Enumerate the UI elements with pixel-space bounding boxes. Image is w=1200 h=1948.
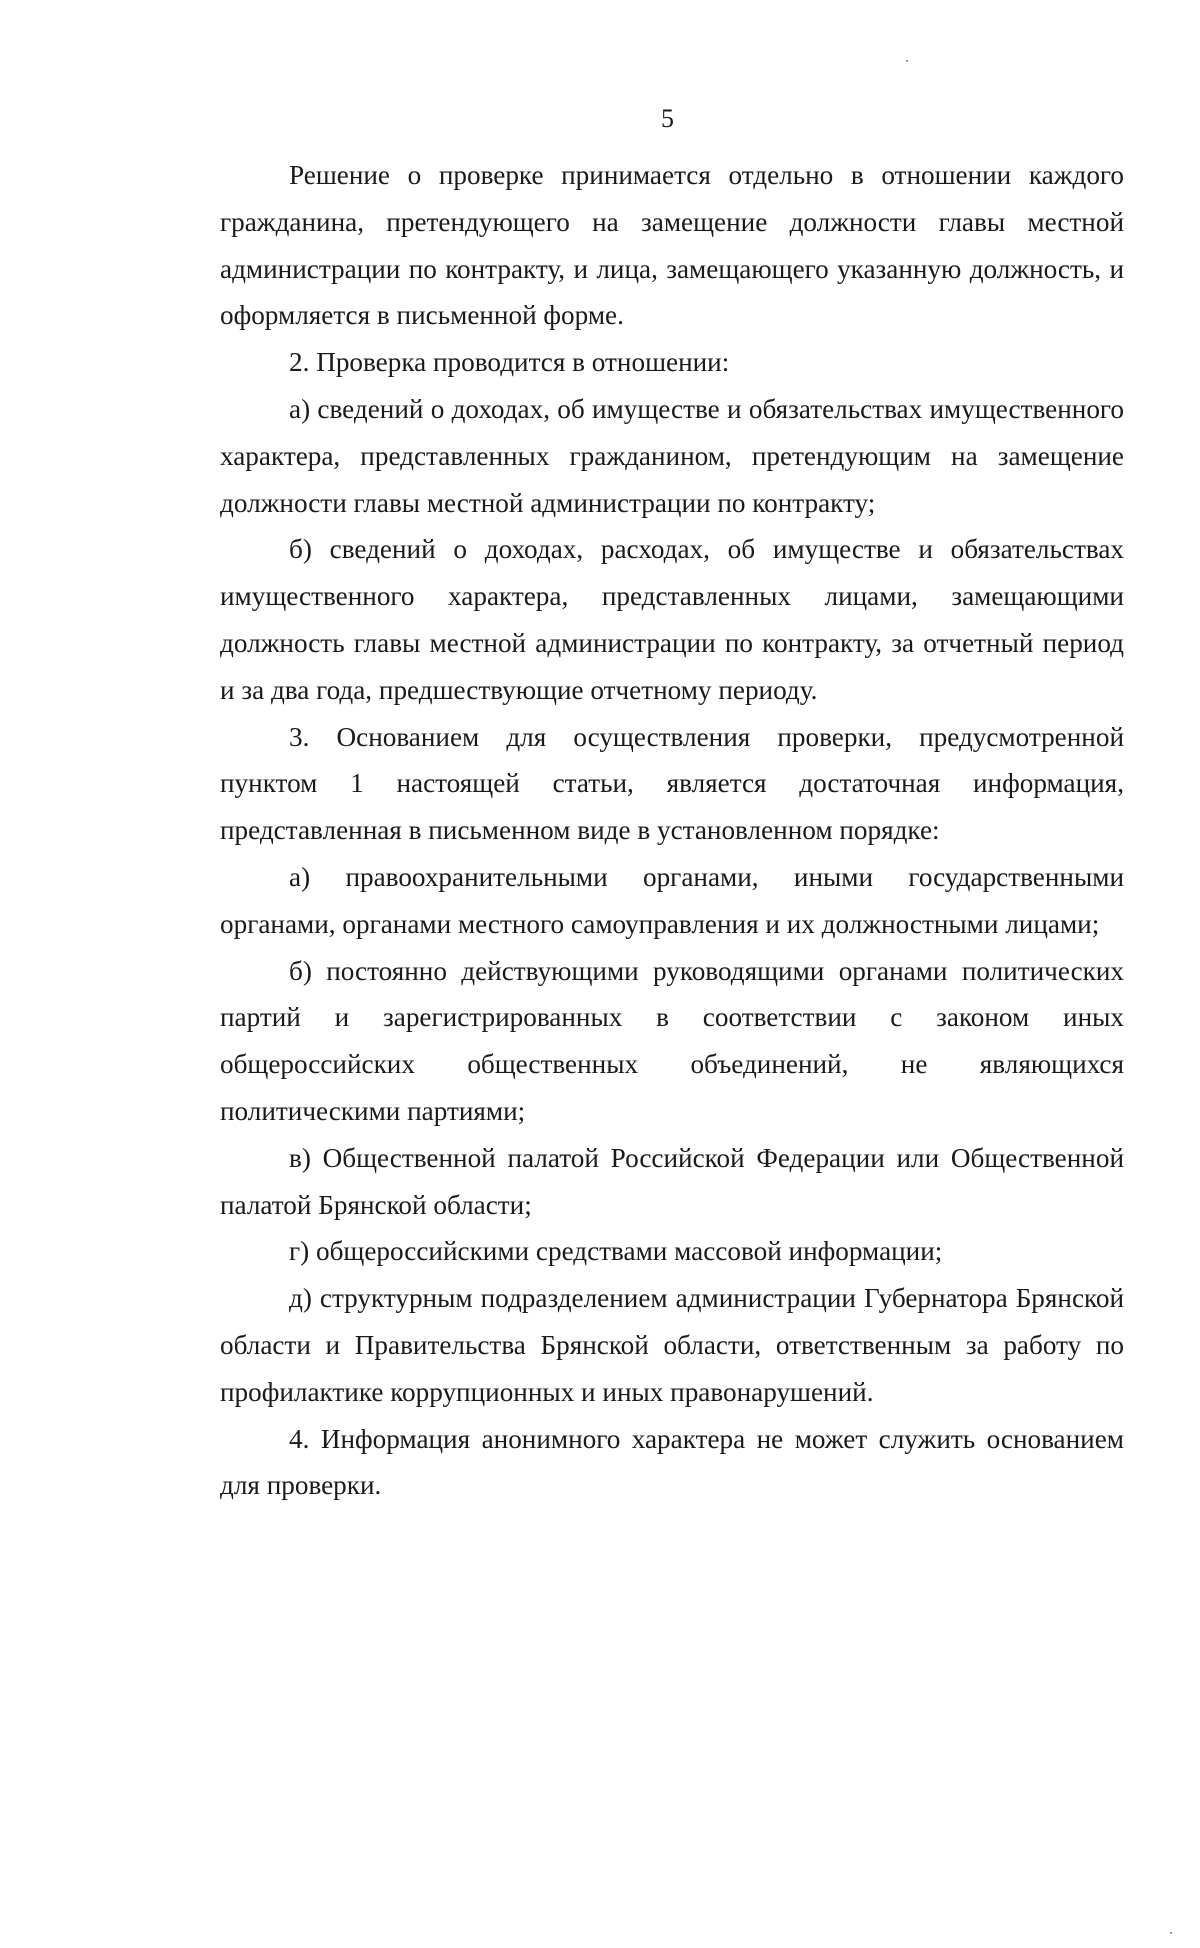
paragraph-2: 2. Проверка проводится в отношении:: [289, 347, 730, 378]
paragraph-3: 3. Основанием для осуществления проверки, предусмотренной пунктом 1 настоящей статьи, является достаточная информация, представленная в письменном виде в установленном порядке:: [220, 721, 1124, 846]
paragraph-3d: д) структурным подразделением администрации Губернатора Брянской области и Правительства Брянской области, ответственным за работу по профилактике коррупционных и иных правонарушений.: [220, 1283, 1124, 1407]
scan-speck: [906, 60, 908, 62]
paragraph-3g: г) общероссийскими средствами массовой информации;: [289, 1236, 943, 1267]
paragraph-3b: б) постоянно действующими руководящими органами политических партий и зарегистрированных в соответствии с законом иных общероссийских общественных объединений, не являющихся политическими партиями;: [220, 955, 1124, 1126]
document-body: [220, 152, 1124, 1509]
paragraph-4: 4. Информация анонимного характера не может служить основанием для проверки.: [220, 1423, 1124, 1501]
paragraph-3v: в) Общественной палатой Российской Федерации или Общественной палатой Брянской области;: [220, 1142, 1124, 1220]
paragraph-2b: б) сведений о доходах, расходах, об имуществе и обязательствах имущественного характера, представленных лицами, замещающими должность главы местной администрации по контракту, за отчетный период и за два года, предшествующие отчетному периоду.: [220, 534, 1124, 705]
page-number: 5: [661, 104, 674, 133]
paragraph-3a: а) правоохранительными органами, иными государственными органами, органами местного самоуправления и их должностными лицами;: [220, 861, 1124, 939]
scan-speck: [1170, 1932, 1172, 1934]
paragraph-decision: Решение о проверке принимается отдельно в отношении каждого гражданина, претендующего на замещение должности главы местной администрации по контракту, и лица, замещающего указанную должность, и оформляется в письменной форме.: [220, 160, 1124, 331]
paragraph-2a: а) сведений о доходах, об имуществе и обязательствах имущественного характера, представленных гражданином, претендующим на замещение должности главы местной администрации по контракту;: [220, 393, 1124, 518]
